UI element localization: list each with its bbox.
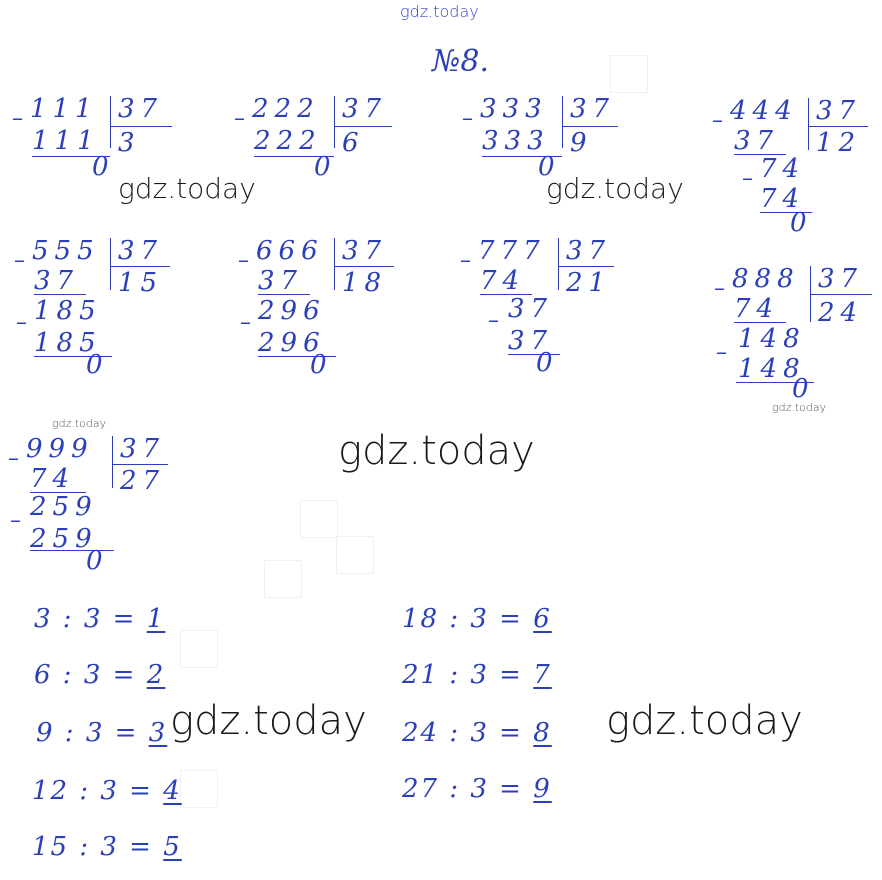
dividend: 999 (26, 434, 94, 464)
step: 185 (34, 296, 102, 326)
remainder: 0 (536, 348, 553, 378)
divisor: 37 (818, 264, 864, 294)
background-grid-cell (180, 770, 218, 808)
remainder: 0 (86, 546, 103, 576)
minus-sign: – (714, 276, 725, 301)
subtract-line (734, 322, 786, 323)
minus-sign: – (716, 340, 727, 365)
step: 333 (482, 126, 550, 156)
step: 37 (258, 266, 304, 296)
equation-answer: 8 (533, 718, 552, 748)
watermark: gdz.today (606, 698, 803, 744)
remainder: 0 (314, 152, 331, 182)
dividend: 444 (730, 96, 798, 126)
equation-answer: 2 (146, 660, 166, 690)
minus-sign: – (240, 310, 251, 335)
long-division-999 (8, 436, 178, 626)
step: 74 (760, 184, 806, 214)
quotient: 12 (816, 128, 862, 158)
equation-left-4 (32, 776, 182, 806)
dividend: 666 (256, 236, 324, 266)
quotient: 3 (118, 128, 141, 158)
minus-sign: – (742, 166, 753, 191)
division-bar (334, 96, 335, 148)
dividend: 222 (252, 94, 320, 124)
step: 185 (34, 328, 102, 358)
quotient: 18 (342, 268, 388, 298)
subtract-line (258, 294, 310, 295)
equation-right-1 (402, 604, 552, 634)
equation-answer: 1 (146, 604, 166, 634)
quotient: 24 (818, 298, 864, 328)
minus-sign: – (16, 310, 27, 335)
step: 74 (480, 266, 526, 296)
equation-answer: 7 (533, 660, 552, 690)
background-grid-cell (264, 560, 302, 598)
equation-expression: 24 : 3 = (402, 718, 523, 748)
step: 37 (508, 326, 554, 356)
divisor-line (110, 126, 172, 127)
divisor-line (562, 126, 618, 127)
long-division-888 (714, 266, 882, 456)
step: 259 (30, 524, 98, 554)
divisor: 37 (342, 94, 388, 124)
minus-sign: – (12, 106, 23, 131)
step: 296 (258, 328, 326, 358)
equation-right-2 (402, 660, 552, 690)
equation-expression: 18 : 3 = (402, 604, 523, 634)
minus-sign: – (462, 106, 473, 131)
watermark-small: gdz.today (52, 417, 107, 430)
exercise-title: №8. (432, 44, 490, 79)
equation-expression: 6 : 3 = (34, 660, 137, 690)
remainder: 0 (790, 208, 807, 238)
watermark-small: gdz.today (772, 401, 827, 414)
equation-answer: 9 (533, 774, 552, 804)
equation-answer: 6 (533, 604, 552, 634)
dividend: 111 (30, 94, 98, 124)
equation-expression: 15 : 3 = (32, 832, 153, 862)
remainder: 0 (92, 152, 109, 182)
divisor: 37 (118, 94, 164, 124)
watermark: gdz.today (118, 172, 256, 205)
background-grid-cell (300, 500, 338, 538)
divisor: 37 (120, 434, 166, 464)
remainder: 0 (86, 350, 103, 380)
equation-left-3 (36, 718, 167, 748)
step: 37 (734, 126, 780, 156)
divisor: 37 (566, 236, 612, 266)
equation-right-3 (402, 718, 552, 748)
division-bar (558, 238, 559, 290)
step: 37 (34, 266, 80, 296)
minus-sign: – (712, 108, 723, 133)
long-division-777 (460, 238, 630, 428)
division-bar (112, 436, 113, 488)
equation-expression: 21 : 3 = (402, 660, 523, 690)
remainder: 0 (792, 374, 809, 404)
divisor-line (110, 266, 170, 267)
background-grid-cell (336, 536, 374, 574)
minus-sign: – (14, 248, 25, 273)
division-bar (110, 96, 111, 148)
background-grid-cell (180, 630, 218, 668)
division-bar (808, 98, 809, 150)
background-grid-cell (610, 55, 648, 93)
dividend: 333 (480, 94, 548, 124)
dividend: 888 (732, 264, 800, 294)
equation-left-2 (34, 660, 165, 690)
remainder: 0 (538, 152, 555, 182)
divisor-line (558, 266, 614, 267)
divisor-line (334, 126, 392, 127)
equation-answer: 3 (148, 718, 168, 748)
step: 222 (254, 126, 322, 156)
quotient: 6 (342, 128, 365, 158)
step: 296 (258, 296, 326, 326)
watermark: gdz.today (546, 172, 684, 205)
minus-sign: – (8, 446, 19, 471)
step: 259 (30, 492, 98, 522)
minus-sign: – (238, 248, 249, 273)
long-division-555 (14, 238, 184, 428)
minus-sign: – (234, 106, 245, 131)
divisor: 37 (570, 94, 616, 124)
minus-sign: – (10, 508, 21, 533)
quotient: 27 (120, 466, 166, 496)
division-bar (110, 238, 111, 290)
quotient: 9 (570, 128, 593, 158)
watermark: gdz.today (170, 698, 367, 744)
long-division-444 (712, 98, 882, 288)
divisor-line (808, 126, 868, 127)
step: 74 (760, 154, 806, 184)
divisor-line (810, 294, 872, 295)
divisor-line (334, 266, 394, 267)
long-division-666 (238, 238, 408, 428)
remainder: 0 (310, 350, 327, 380)
equation-expression: 27 : 3 = (402, 774, 523, 804)
divisor-line (112, 464, 168, 465)
divisor: 37 (342, 236, 388, 266)
divisor: 37 (816, 96, 862, 126)
equation-expression: 3 : 3 = (34, 604, 137, 634)
step: 74 (30, 464, 76, 494)
equation-answer: 4 (163, 776, 182, 806)
quotient: 21 (566, 268, 612, 298)
step: 148 (738, 324, 806, 354)
quotient: 15 (118, 268, 164, 298)
subtract-line (34, 294, 86, 295)
equation-left-5 (32, 832, 182, 862)
divisor: 37 (118, 236, 164, 266)
equation-expression: 9 : 3 = (36, 718, 139, 748)
division-bar (562, 96, 563, 148)
equation-answer: 5 (163, 832, 182, 862)
step: 37 (508, 294, 554, 324)
step: 148 (738, 354, 806, 384)
watermark-top: gdz.today (400, 2, 479, 21)
division-bar (334, 238, 335, 290)
minus-sign: – (488, 308, 499, 333)
equation-right-4 (402, 774, 552, 804)
equation-expression: 12 : 3 = (32, 776, 153, 806)
dividend: 777 (478, 236, 546, 266)
step: 111 (32, 126, 100, 156)
minus-sign: – (460, 248, 471, 273)
dividend: 555 (32, 236, 100, 266)
equation-left-1 (34, 604, 165, 634)
step: 74 (734, 294, 780, 324)
watermark: gdz.today (338, 428, 535, 474)
